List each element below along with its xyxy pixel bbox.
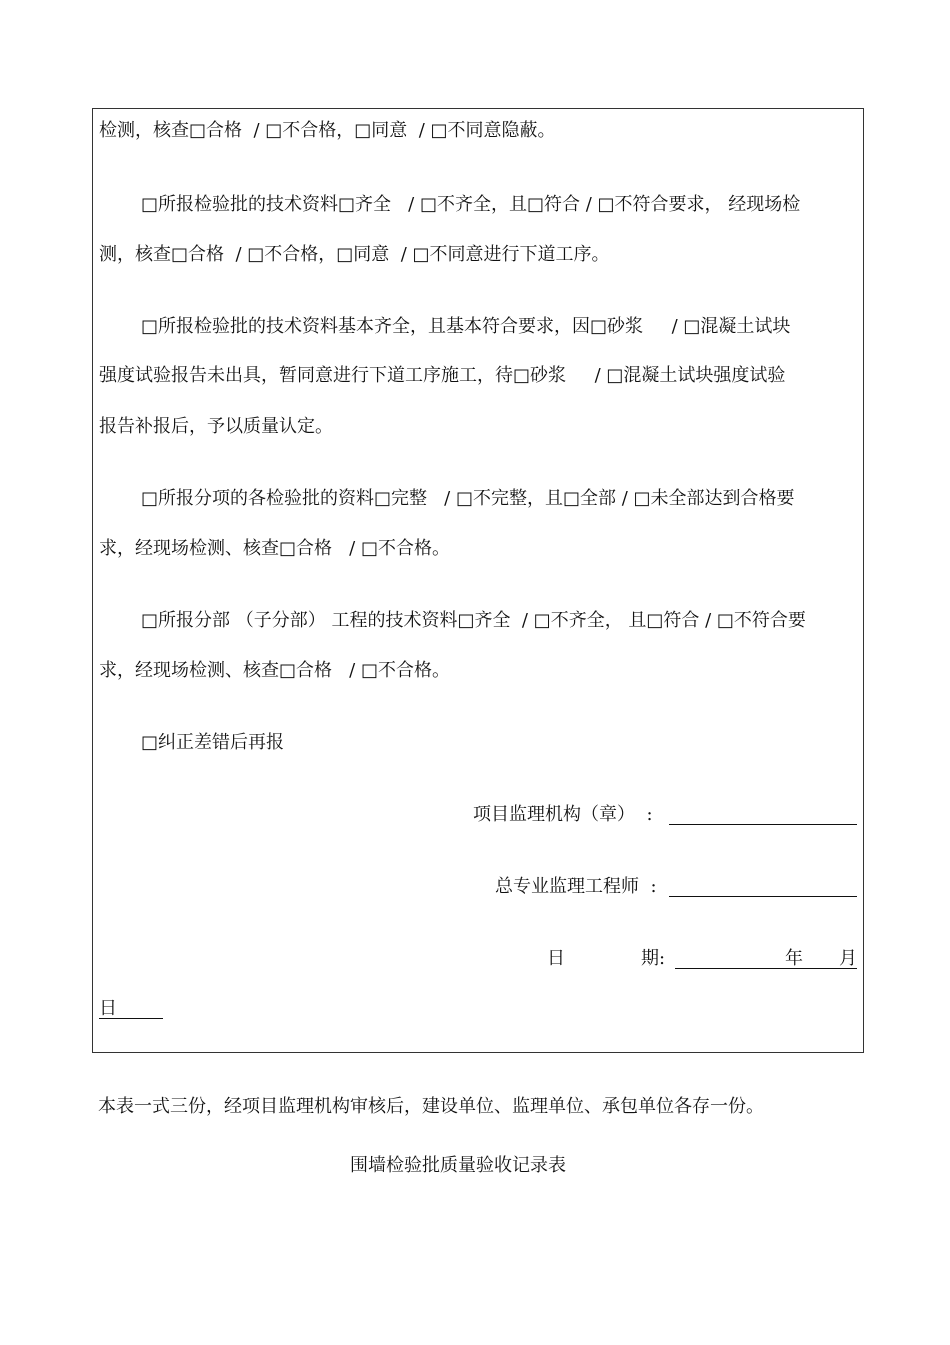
review-line: 强度试验报告未出具，暂同意进行下道工序施工，待□砂浆 / □混凝土试块强度试验 xyxy=(99,365,786,386)
chief-engineer-signature-field[interactable] xyxy=(669,896,857,897)
year-label: 年 xyxy=(785,948,803,969)
copies-note: 本表一式三份，经项目监理机构审核后，建设单位、监理单位、承包单位各存一份。 xyxy=(98,1096,764,1117)
review-line: □所报检验批的技术资料基本齐全，且基本符合要求，因□砂浆 / □混凝土试块 xyxy=(141,316,791,337)
supervision-org-label: 项目监理机构（章） : xyxy=(473,804,653,825)
month-label: 月 xyxy=(839,948,857,969)
review-box xyxy=(92,108,864,1053)
review-line: 报告补报后，予以质量认定。 xyxy=(99,416,333,437)
chief-engineer-label: 总专业监理工程师 : xyxy=(495,876,657,897)
review-line: □所报检验批的技术资料□齐全 / □不齐全，且□符合 / □不符合要求， 经现场检 xyxy=(141,194,801,215)
review-line: □纠正差错后再报 xyxy=(141,732,285,753)
day-field[interactable] xyxy=(99,1018,163,1019)
date-label-period: 期: xyxy=(641,948,666,969)
review-line: 求，经现场检测、核查□合格 / □不合格。 xyxy=(99,660,450,681)
review-line: 求，经现场检测、核查□合格 / □不合格。 xyxy=(99,538,450,559)
date-label-day: 日 xyxy=(547,948,565,969)
day-label: 日 xyxy=(99,998,117,1019)
review-line: □所报分项的各检验批的资料□完整 / □不完整，且□全部 / □未全部达到合格要 xyxy=(141,488,795,509)
date-field[interactable] xyxy=(675,968,857,969)
review-line: 检测，核查□合格 / □不合格，□同意 / □不同意隐蔽。 xyxy=(99,120,556,141)
review-line: □所报分部 （子分部） 工程的技术资料□齐全 / □不齐全， 且□符合 / □不符合要 xyxy=(141,610,806,631)
next-form-title: 围墙检验批质量验收记录表 xyxy=(350,1155,566,1176)
supervision-org-signature-field[interactable] xyxy=(669,824,857,825)
review-line: 测，核查□合格 / □不合格，□同意 / □不同意进行下道工序。 xyxy=(99,244,610,265)
